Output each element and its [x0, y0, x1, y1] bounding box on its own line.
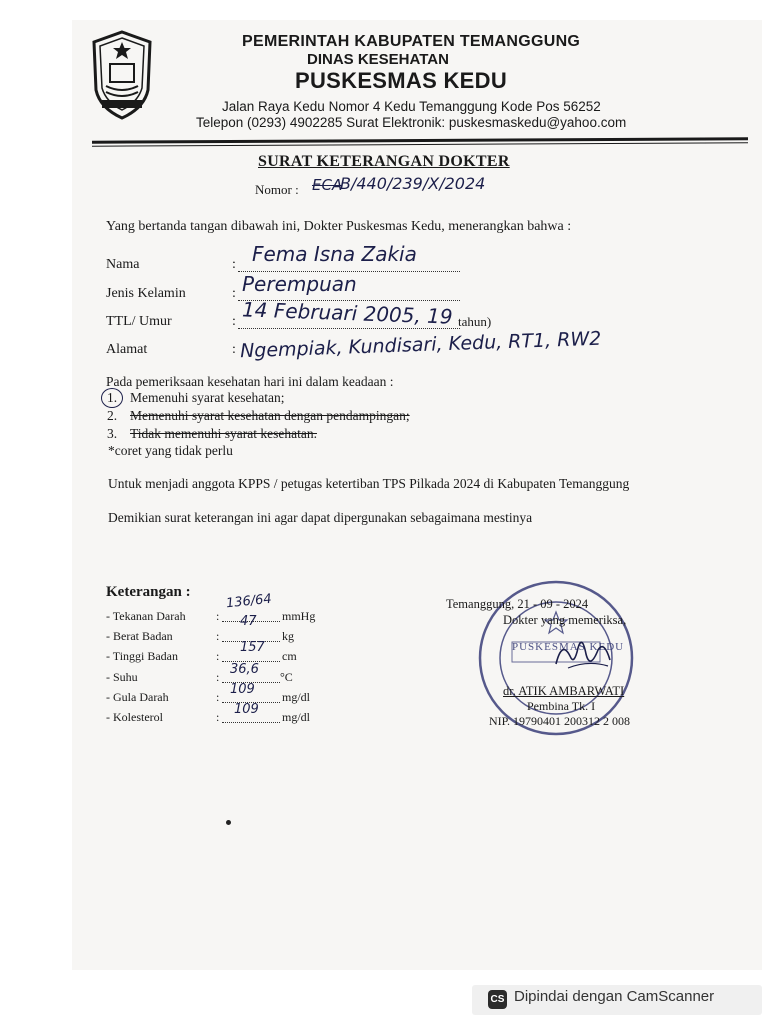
handwritten-signature-icon — [548, 630, 618, 675]
closing-statement: Demikian surat keterangan ini agar dapat dipergunakan sebagaimana mestinya — [108, 510, 533, 525]
letterhead-government: PEMERINTAH KABUPATEN TEMANGGUNG — [242, 33, 581, 50]
field-value-birth-age: 14 Februari 2005, 19 — [241, 297, 454, 329]
field-value-gender: Perempuan — [242, 272, 357, 296]
measurement-value: 36,6 — [230, 662, 259, 677]
measurement-value: 47 — [240, 614, 257, 629]
option-number: 2. — [107, 408, 118, 423]
measurement-label: - Tekanan Darah — [106, 609, 186, 623]
measurement-colon: : — [216, 629, 220, 643]
field-age-suffix: tahun) — [458, 314, 492, 329]
field-value-address: Ngempiak, Kundisari, Kedu, RT1, RW2 — [239, 327, 602, 363]
measurement-colon: : — [216, 690, 220, 704]
stamp-text: PUSKESMAS KEDU — [512, 641, 625, 653]
letterhead-contact: Telepon (0293) 4902285 Surat Elektronik: puskesmaskedu@yahoo.com — [196, 115, 627, 130]
measurement-value: 109 — [230, 682, 255, 697]
letterhead-department: DINAS KESEHATAN — [307, 51, 449, 68]
field-colon: : — [232, 257, 236, 272]
measurement-colon: : — [216, 710, 220, 724]
document-title: SURAT KETERANGAN DOKTER — [258, 153, 510, 170]
measurement-colon: : — [216, 609, 220, 623]
letterhead-facility: PUSKESMAS KEDU — [295, 68, 508, 93]
measurement-unit: mmHg — [282, 609, 316, 623]
measurement-dotted-line — [222, 722, 280, 723]
measurement-label: - Kolesterol — [106, 710, 163, 724]
field-label-address: Alamat — [106, 342, 148, 357]
field-label-gender: Jenis Kelamin — [106, 286, 186, 301]
measurement-unit: mg/dl — [282, 690, 311, 704]
measurement-unit: kg — [282, 629, 294, 643]
signer-role: Dokter yang memeriksa, — [503, 613, 627, 627]
option-number: 1. — [107, 390, 118, 405]
field-label-name: Nama — [106, 257, 140, 272]
signer-nip: NIP. 19790401 200312 2 008 — [489, 714, 631, 728]
field-colon: : — [232, 342, 236, 357]
measurement-unit: °C — [280, 670, 293, 684]
measurement-value: 157 — [240, 640, 265, 655]
condition-intro: Pada pemeriksaan kesehatan hari ini dalam keadaan : — [106, 374, 394, 389]
field-value-name: Fema Isna Zakia — [252, 242, 417, 266]
signer-rank: Pembina Tk. I — [527, 699, 596, 713]
regency-emblem-icon — [88, 28, 156, 120]
field-dotted-line — [238, 328, 460, 329]
signer-name: dr. ATIK AMBARWATI — [503, 684, 625, 698]
measurement-label: - Berat Badan — [106, 629, 173, 643]
number-value: B/440/239/X/2024 — [340, 174, 486, 193]
place-date: Temanggung, 21 - 09 - 2024 — [446, 597, 589, 611]
camscanner-logo-icon: CS — [488, 990, 507, 1009]
field-label-birth-age: TTL/ Umur — [106, 314, 172, 329]
measurement-unit: mg/dl — [282, 710, 311, 724]
strike-note: *coret yang tidak perlu — [108, 443, 233, 458]
number-label: Nomor : — [255, 182, 299, 197]
measurement-colon: : — [216, 649, 220, 663]
option-text-struck: Tidak memenuhi syarat kesehatan. — [130, 426, 317, 441]
measurement-colon: : — [216, 670, 220, 684]
measurement-value: 136/64 — [225, 591, 273, 612]
measurement-value: 109 — [234, 702, 259, 717]
option-number: 3. — [107, 426, 118, 441]
field-colon: : — [232, 314, 236, 329]
measurement-label: - Suhu — [106, 670, 138, 684]
letterhead-address: Jalan Raya Kedu Nomor 4 Kedu Temanggung Kode Pos 56252 — [222, 99, 601, 114]
option-text-struck: Memenuhi syarat kesehatan dengan pendampingan; — [130, 408, 410, 423]
measurement-label: - Tinggi Badan — [106, 649, 179, 663]
ink-dot — [226, 820, 231, 825]
field-colon: : — [232, 286, 236, 301]
number-struck-text: ECA — [312, 176, 343, 194]
scanner-label: Dipindai dengan CamScanner — [514, 988, 715, 1005]
option-text: Memenuhi syarat kesehatan; — [130, 390, 285, 405]
purpose-statement: Untuk menjadi anggota KPPS / petugas ketertiban TPS Pilkada 2024 di Kabupaten Temanggung — [108, 476, 630, 491]
intro-statement: Yang bertanda tangan dibawah ini, Dokter Puskesmas Kedu, menerangkan bahwa : — [106, 219, 572, 234]
measurement-unit: cm — [282, 649, 297, 663]
measurement-label: - Gula Darah — [106, 690, 169, 704]
measurements-title: Keterangan : — [106, 584, 191, 600]
